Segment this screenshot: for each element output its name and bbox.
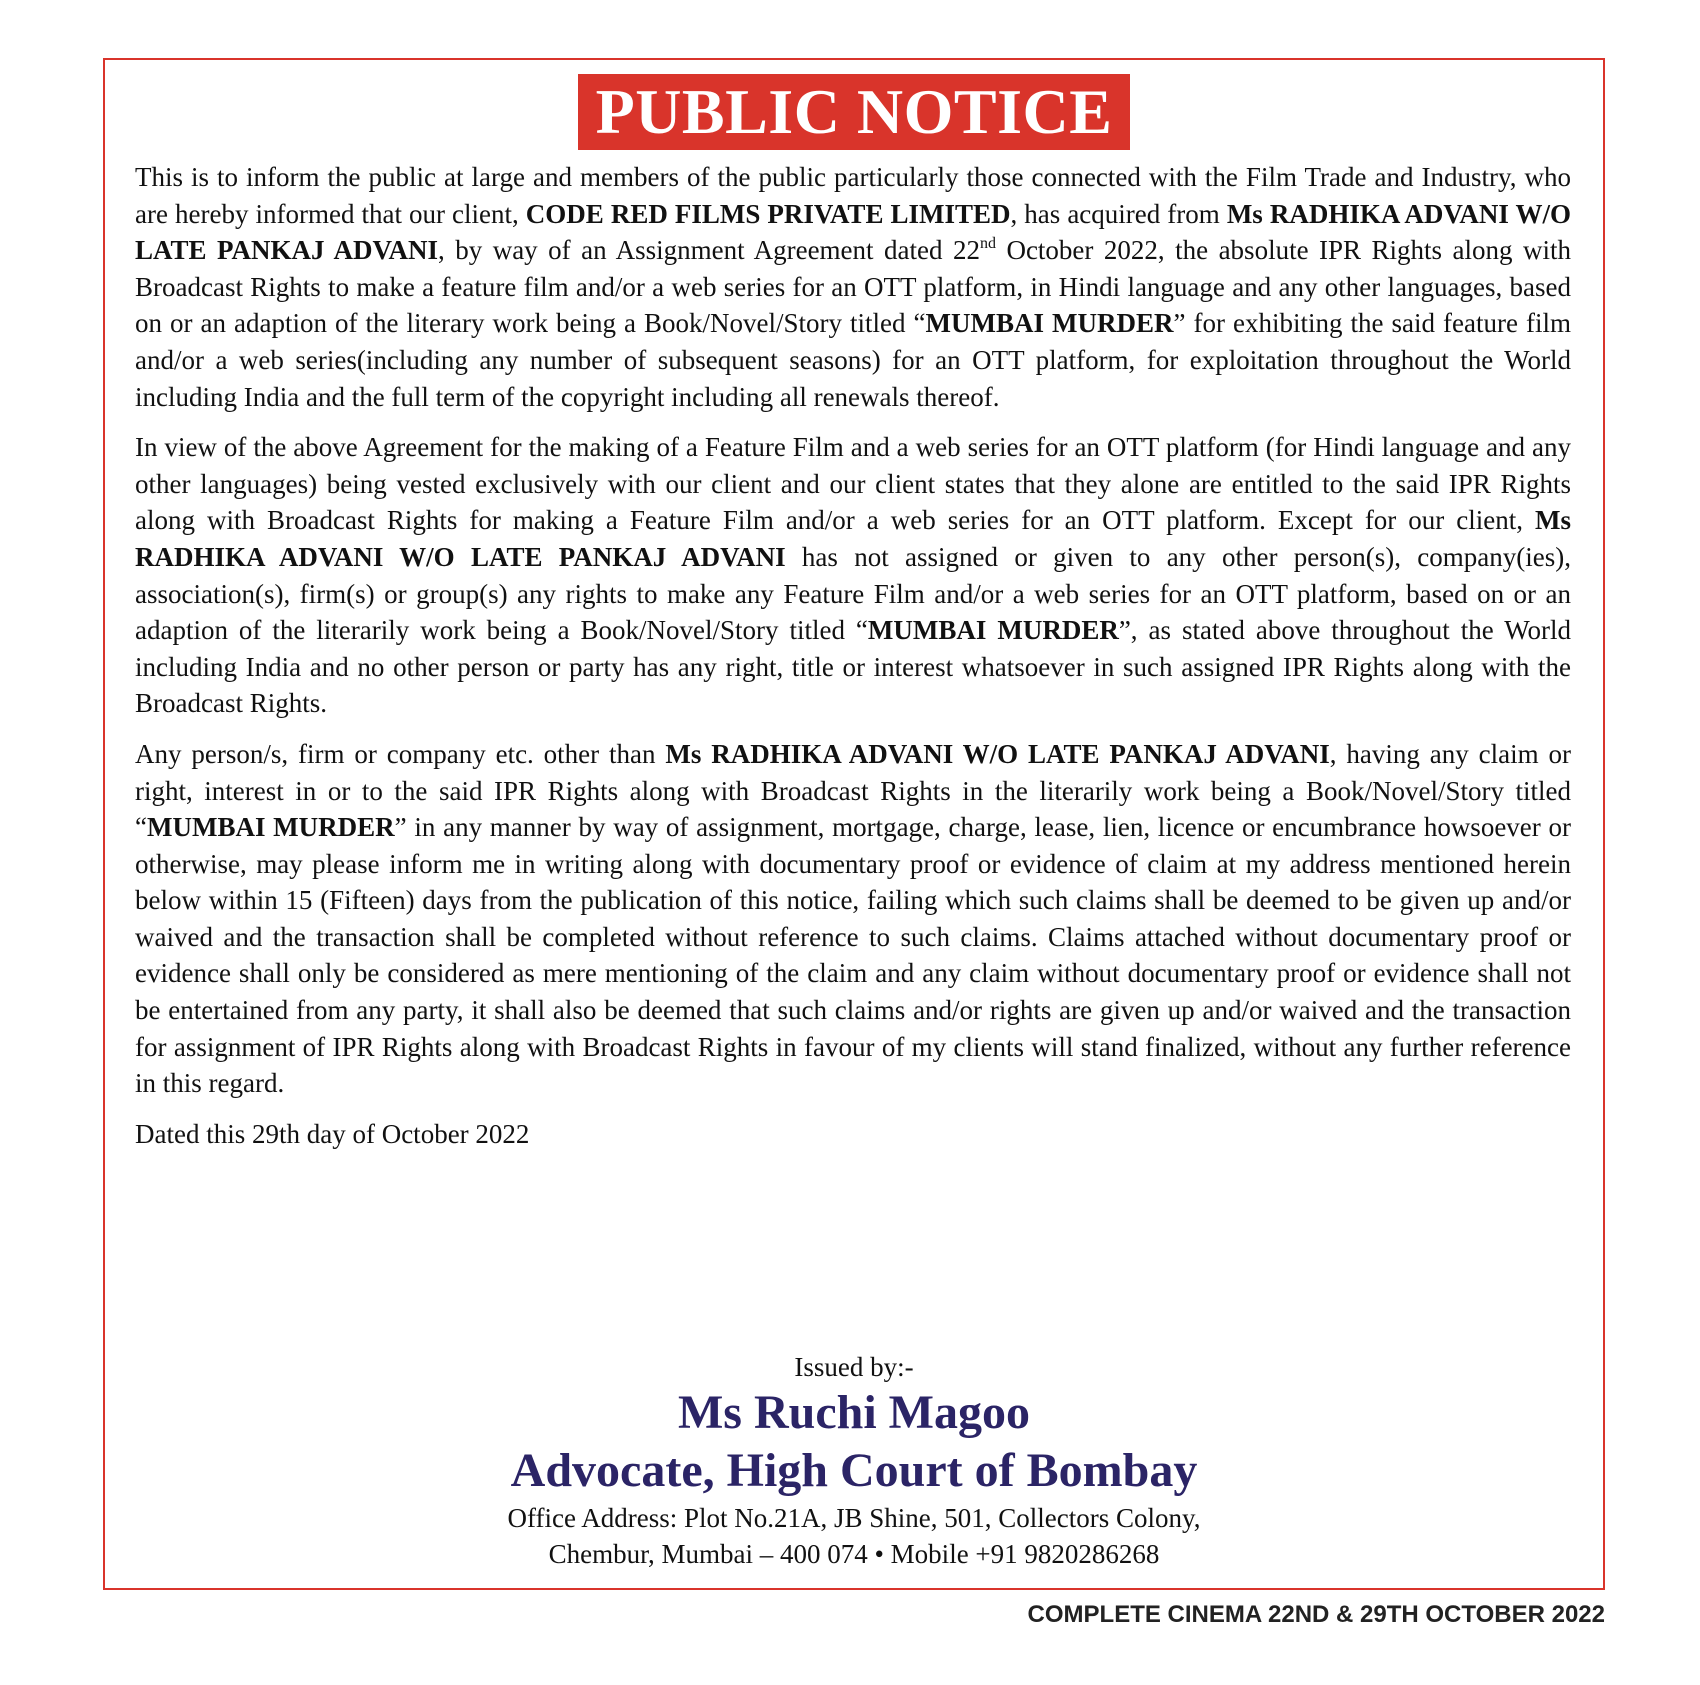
assignor-name: Ms RADHIKA ADVANI W/O LATE PANKAJ ADVANI: [135, 198, 1571, 266]
date-suffix: nd: [979, 235, 996, 253]
issuer-name: Ms Ruchi Magoo: [678, 1386, 1030, 1439]
p1-text-5: ” for exhibiting the said feature film and/or a web series(including any number of subsequent seasons) for an OTT platform, for exploitation throughout the World including India and the full term of the copyright including all renewals thereof.: [135, 308, 1572, 412]
paragraph-1: [135, 159, 1571, 415]
assignor-name: Ms RADHIKA ADVANI W/O LATE PANKAJ ADVANI: [135, 505, 1571, 572]
p3-text-1: Any person/s, firm or company etc. other than: [135, 738, 666, 769]
dated-line: Dated this 29th day of October 2022: [135, 1118, 530, 1149]
title-wrap: [105, 74, 1603, 150]
assignor-name: Ms RADHIKA ADVANI W/O LATE PANKAJ ADVANI: [665, 738, 1330, 769]
public-notice-frame: [103, 58, 1605, 1590]
issuer-title: Advocate, High Court of Bombay: [510, 1444, 1198, 1497]
p2-text-2: has not assigned or given to any other person(s), company(ies), association(s), firm(s) or group(s) any rights to make any Feature Film and/or a web series for an OTT platform, based on or an adaption of the literarily work being a Book/Novel/Story titled “: [135, 541, 1571, 646]
work-title: MUMBAI MURDER: [925, 308, 1174, 339]
notice-body: [135, 159, 1571, 1152]
issuer-block: [105, 1350, 1603, 1572]
publication-credit: COMPLETE CINEMA 22ND & 29TH OCTOBER 2022: [1027, 1601, 1605, 1628]
p3-text-3: ” in any manner by way of assignment, mortgage, charge, lease, lien, licence or encumbrance howsoever or otherwise, may please inform me in writing along with documentary proof or evidence of claim at my address mentioned herein below within 15 (Fifteen) days from the publication of this notice, failing which such claims shall be deemed to be given up and/or waived and the transaction shall be completed without reference to such claims. Claims attached without documentary proof or evidence shall only be considered as mere mentioning of the claim and any claim without documentary proof or evidence shall not be entertained from any party, it shall also be deemed that such claims and/or rights are given up and/or waived and the transaction for assignment of IPR Rights along with Broadcast Rights in favour of my clients will stand finalized, without any further reference in this regard.: [135, 812, 1571, 1099]
client-name: CODE RED FILMS PRIVATE LIMITED: [525, 198, 1011, 229]
p2-text-1: In view of the above Agreement for the making of a Feature Film and a web series for an OTT platform (for Hindi language and any other languages) being vested exclusively with our client and our client states that they alone are entitled to the said IPR Rights along with Broadcast Rights for making a Feature Film and/or a web series for an OTT platform. Except for our client,: [135, 432, 1571, 536]
paragraph-2: [135, 429, 1571, 722]
p1-text-4: October 2022, the absolute IPR Rights along with Broadcast Rights to make a feature film and/or a web series for an OTT platform, in Hindi language and any other languages, based on or an adaption of the literary work being a Book/Novel/Story titled “: [135, 235, 1571, 339]
office-address-line-2: Chembur, Mumbai – 400 074 • Mobile +91 9820286268: [548, 1539, 1160, 1569]
office-address-line-1: Office Address: Plot No.21A, JB Shine, 501, Collectors Colony,: [507, 1503, 1201, 1533]
issued-by-label: Issued by:-: [794, 1352, 914, 1382]
work-title: MUMBAI MURDER: [867, 615, 1119, 646]
work-title: MUMBAI MURDER: [146, 812, 395, 843]
paragraph-3: [135, 736, 1571, 1102]
notice-title: PUBLIC NOTICE: [578, 74, 1131, 150]
p1-text-2: , has acquired from: [1010, 198, 1227, 229]
p2-text-3: ”, as stated above throughout the World including India and no other person or party has any right, title or interest whatsoever in such assigned IPR Rights along with the Broadcast Rights.: [135, 615, 1572, 719]
p1-text-1: This is to inform the public at large and members of the public particularly those connected with the Film Trade and Industry, who are hereby informed that our client,: [135, 162, 1571, 229]
p1-text-3: , by way of an Assignment Agreement dated 22: [438, 235, 980, 266]
p3-text-2: , having any claim or right, interest in or to the said IPR Rights along with Broadcast Rights in the literarily work being a Book/Novel/Story titled “: [135, 738, 1572, 843]
